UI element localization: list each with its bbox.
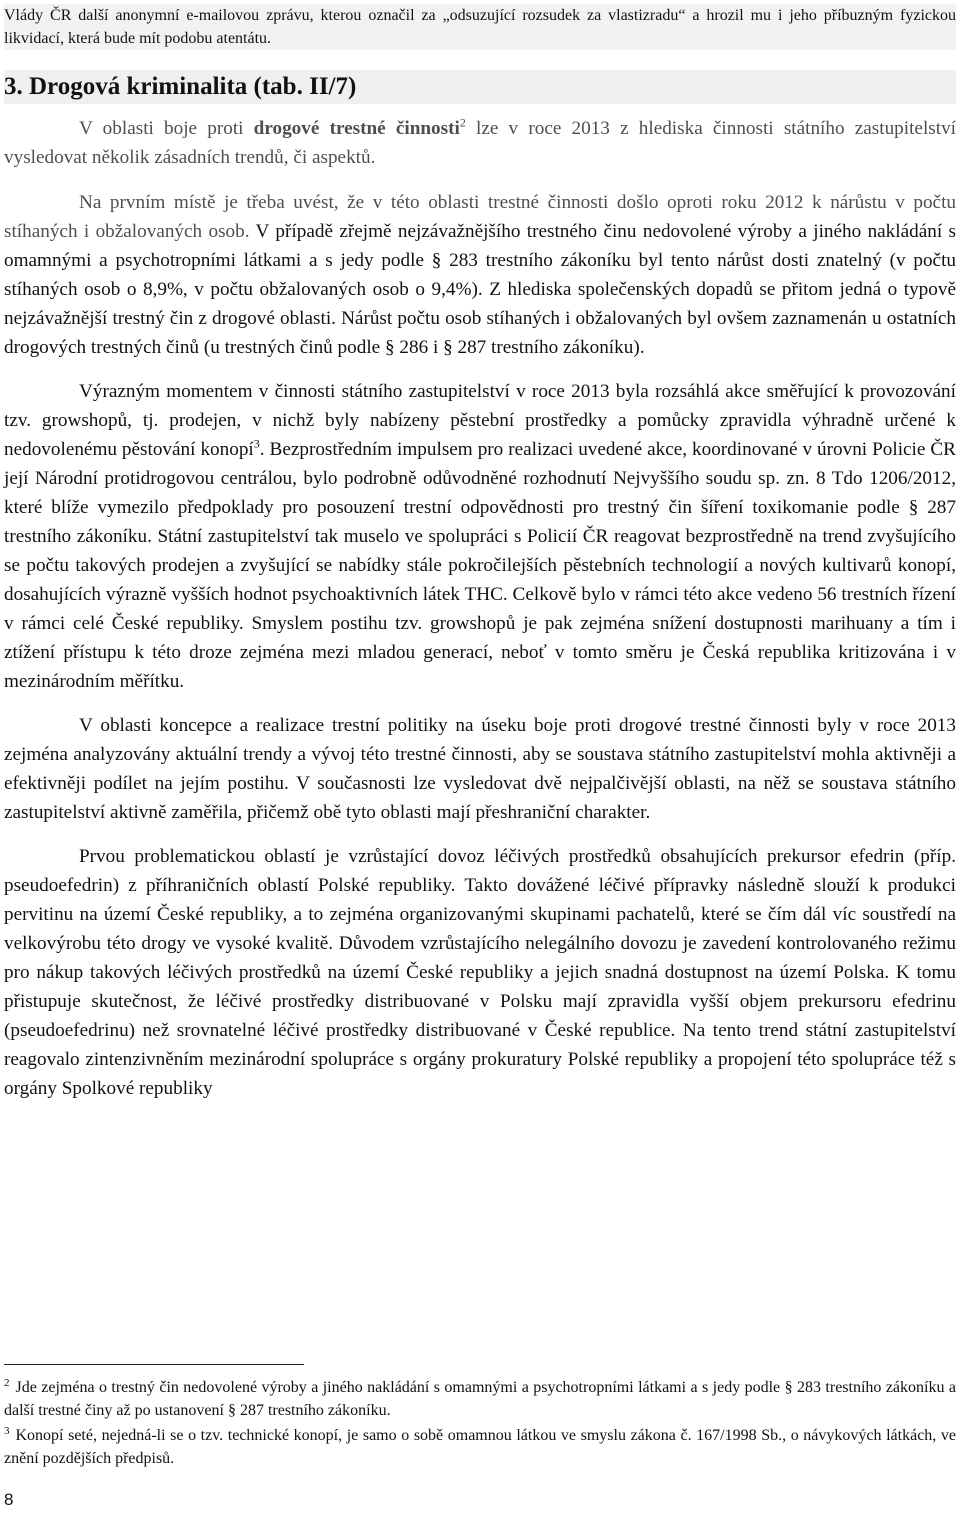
paragraph-increase [4, 188, 956, 362]
paragraph-text: . Bezprostředním impulsem pro realizaci uvedené akce, koordinované v úrovni Policie ČR její Národní protidrogovou centrálou, bylo podrobně odůvodněné rozhodnutí Nejvyššího soudu sp. zn. 8 Tdo 1206/2012, které blíže vymezilo předpoklady pro posouzení trestní odpovědnosti pro trestný čin šíření toxikomanie podle § 287 trestního zákoníku. Státní zastupitelství tak muselo ve spolupráci s Policií ČR reagovat bezprostředně na trend zvyšujícího se počtu takových prodejen a zvyšující se nabídky stále pokročilejších pěstebních technologií a nových kultivarů konopí, dosahujících výrazně vyšších hodnot psychoaktivních látek THC. Celkově bylo v rámci této akce vedeno 56 trestních řízení v rámci celé České republiky. Smyslem postihu tzv. growshopů je pak zejména snížení dostupnosti marihuany a tím i ztížení přístupu k této droze zejména mezi mladou generací, neboť v tomto směru je Česká republika kritizována i v mezinárodním měřítku. [4, 439, 956, 692]
footnote-text: Jde zejména o trestný čin nedovolené výroby a jiného nakládání s omamnými a psychotropními látkami a s jedy podle § 283 trestního zákoníku a další trestné činy až po ustanovení § 287 trestního zákoníku. [4, 1379, 956, 1419]
footnote-text: Konopí seté, nejedná-li se o tzv. technické konopí, je samo o sobě omamnou látkou ve smyslu zákona č. 167/1998 Sb., o návykových látkách, ve znění pozdějších předpisů. [4, 1427, 956, 1467]
footnote-3 [4, 1424, 956, 1470]
paragraph-text: lze v roce 2013 z hlediska činnosti státního zastupitelství vysledovat několik zásadních trendů, či aspektů. [4, 118, 956, 168]
paragraph-text: Na prvním místě je třeba uvést, že v této oblasti trestné činnosti došlo oproti roku 2012 k nárůstu v počtu stíhaných i obžalovaných osob. [4, 192, 956, 242]
paragraph-text: V oblasti boje proti [79, 118, 254, 139]
section-heading: 3. Drogová kriminalita (tab. II/7) [4, 70, 956, 104]
paragraph-policy: V oblasti koncepce a realizace trestní politiky na úseku boje proti drogové trestné činnosti byly v roce 2013 zejména analyzovány aktuální trendy a vývoj této trestné činnosti, aby se soustava státního zastupitelství mohla aktivněji a efektivněji podílet na jejím postihu. V současnosti lze vysledovat dvě nejpalčivější oblasti, na něž se soustava státního zastupitelství aktivně zaměřila, přičemž obě tyto oblasti mají přeshraniční charakter. [4, 715, 956, 823]
footnote-divider [4, 1364, 304, 1365]
footnote-number: 2 [4, 1376, 10, 1389]
paragraph-growshops [4, 377, 956, 696]
document-body [4, 114, 956, 1118]
footnotes [4, 1376, 956, 1472]
paragraph-text: V případě zřejmě nejzávažnějšího trestného činu nedovolené výroby a jiného nakládání s omamnými a psychotropními látkami a s jedy podle § 283 trestního zákoníku byl tento nárůst dosti znatelný (v počtu stíhaných osob o 8,9%, v počtu obžalovaných osob o 9,4%). Z hlediska společenských dopadů se přitom jedná o typově nejzávažnější trestný čin z drogové oblasti. Nárůst počtu osob stíhaných i obžalovaných byl ovšem zaznamenán u ostatních drogových trestných činů (u trestných činů podle § 286 i § 287 trestního zákoníku). [4, 221, 956, 358]
footnote-2 [4, 1376, 956, 1422]
footnote-number: 3 [4, 1424, 10, 1437]
paragraph-ephedrine: Prvou problematickou oblastí je vzrůstající dovoz léčivých prostředků obsahujících prekursor efedrin (příp. pseudoefedrin) z příhraničních oblastí Polské republiky. Takto dovážené léčivé přípravky následně slouží k produkci pervitinu na území České republiky, a to zejména organizovanými skupinami pachatelů, které se čím dál víc soustředí na velkovýrobu této drogy ve vysoké kvalitě. Důvodem vzrůstajícího nelegálního dovozu je zavedení kontrolovaného režimu pro nákup takových léčivých prostředků na území České republiky a jejich snadná dostupnost na území Polska. K tomu přistupuje skutečnost, že léčivé prostředky distribuované v Polsku mají zpravidla vyšší objem prekursoru efedrinu (pseudoefedrinu) než srovnatelné léčivé prostředky distribuované v České republice. Na tento trend státní zastupitelství reagovalo zintenzivněním mezinárodní spolupráce s orgány prokuratury Polské republiky a propojení této spolupráce též s orgány Spolkové republiky [4, 846, 956, 1099]
previous-page-continuation: Vlády ČR další anonymní e-mailovou zprávu, kterou označil za „odsuzující rozsudek za vlastizradu“ a hrozil mu i jeho příbuzným fyzickou likvidací, která bude mít podobu atentátu. [4, 4, 956, 50]
emphasis-drug-crime: drogové trestné činnosti [253, 118, 460, 139]
page-number: 8 [4, 1490, 14, 1509]
footnote-ref-2: 2 [459, 115, 466, 130]
paragraph-text: Výrazným momentem v činnosti státního zastupitelství v roce 2013 byla rozsáhlá akce směřující k provozování tzv. growshopů, tj. prodejen, v nichž byly nabízeny pěstební prostředky a pomůcky zpravidla výhradně určené k nedovolenému pěstování konopí [4, 381, 956, 460]
paragraph-intro [4, 114, 956, 172]
footnote-ref-3: 3 [253, 436, 260, 451]
